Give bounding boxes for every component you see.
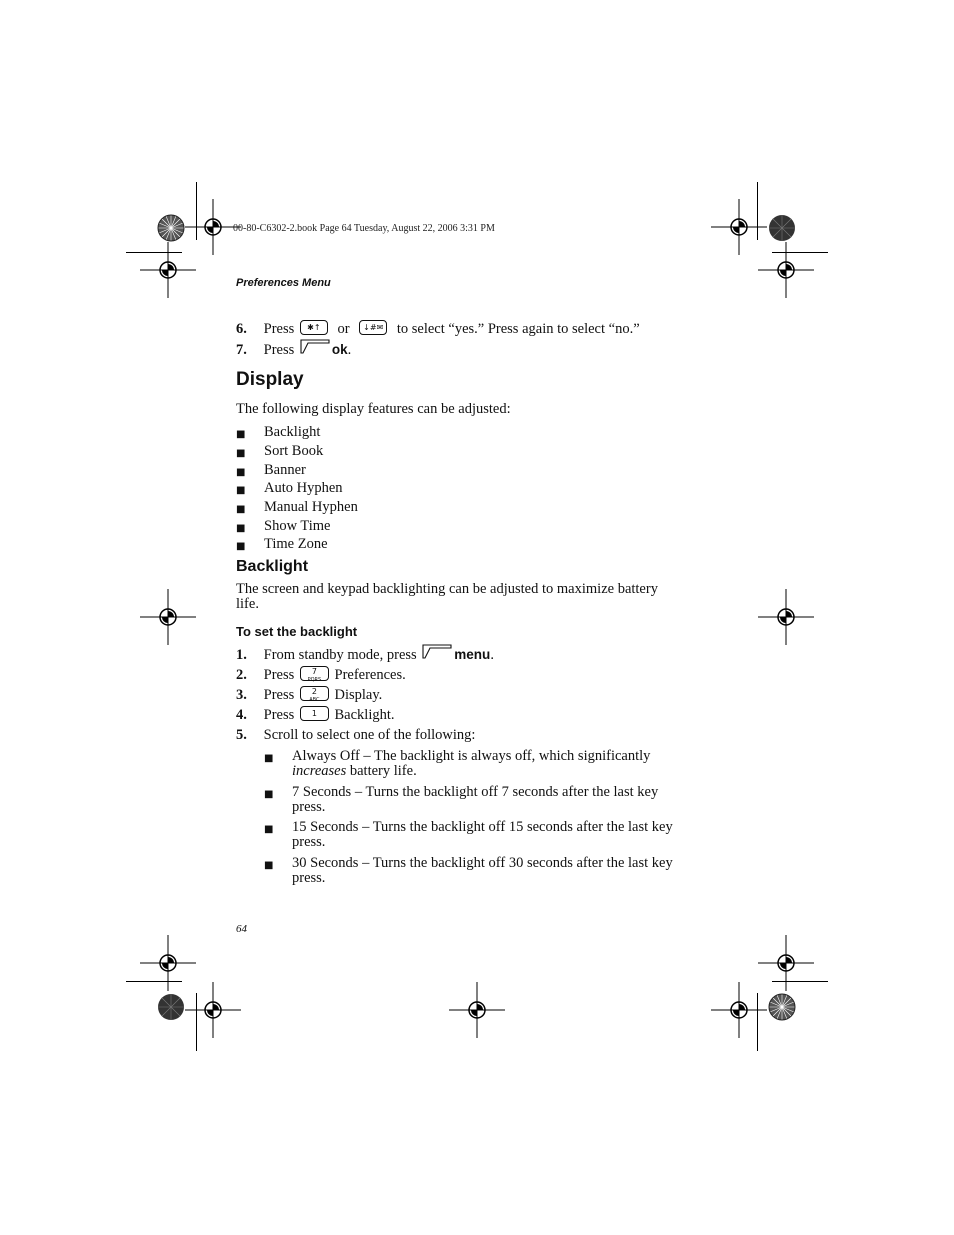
backlight-para-line-2: life.: [236, 596, 259, 612]
step-number: 7.: [236, 341, 247, 358]
square-bullet-icon: ■: [236, 485, 246, 496]
backlight-step-1: [236, 646, 494, 665]
registration-crop-mark-icon: [711, 199, 767, 255]
key-1-icon: 1: [300, 706, 329, 721]
step-text: Backlight.: [334, 707, 395, 723]
square-bullet-icon: ■: [264, 860, 274, 871]
menu-label: menu: [454, 646, 491, 662]
color-registration-target-icon: [769, 215, 795, 241]
list-item-text: Backlight: [264, 424, 321, 440]
step-text: Display.: [334, 687, 383, 703]
registration-crop-mark-icon: [140, 589, 196, 645]
or-text: or: [337, 321, 350, 337]
step-6: [236, 321, 640, 337]
registration-crop-mark-icon: [185, 982, 241, 1038]
color-registration-target-icon: [158, 994, 184, 1020]
backlight-step-2: [236, 667, 406, 683]
list-item-text: Sort Book: [264, 443, 324, 459]
press-text: Press: [263, 321, 295, 337]
backlight-para-line-1: The screen and keypad backlighting can be adjusted to maximize battery: [236, 581, 658, 597]
key-letters: ABC: [309, 697, 320, 704]
step-text: From standby mode, press: [263, 646, 417, 663]
display-intro: The following display features can be adjusted:: [236, 401, 511, 417]
color-registration-target-icon: [769, 994, 795, 1020]
option-line-rest: battery life.: [346, 763, 417, 779]
key-7-icon: [300, 666, 329, 684]
option-line: Always Off – The backlight is always off, which significantly: [292, 748, 651, 764]
step-text: Scroll to select one of the following:: [263, 727, 476, 743]
press-text: Press: [263, 687, 295, 703]
square-bullet-icon: ■: [264, 753, 274, 764]
option-line: [292, 763, 417, 779]
backlight-step-4: [236, 707, 395, 723]
left-softkey-icon: [422, 644, 452, 663]
press-text: Press: [263, 667, 295, 683]
backlight-step-5: [236, 727, 475, 743]
registration-crop-mark-icon: [758, 935, 814, 991]
square-bullet-icon: ■: [236, 541, 246, 552]
option-line: press.: [292, 799, 326, 815]
punctuation: .: [490, 646, 494, 663]
step-number: 5.: [236, 727, 247, 743]
registration-crop-mark-icon: [711, 982, 767, 1038]
list-item-text: Banner: [264, 462, 306, 478]
backlight-step-3: [236, 687, 382, 703]
option-line: press.: [292, 834, 326, 850]
square-bullet-icon: ■: [264, 789, 274, 800]
page-number: 64: [236, 923, 247, 935]
square-bullet-icon: ■: [236, 504, 246, 515]
registration-crop-mark-icon: [449, 982, 505, 1038]
step-text: to select “yes.” Press again to select “no.”: [396, 321, 640, 337]
registration-crop-mark-icon: [140, 242, 196, 298]
left-softkey-icon: [300, 339, 330, 358]
ok-label: ok: [331, 341, 348, 357]
color-registration-target-icon: [158, 215, 184, 241]
registration-crop-mark-icon: [140, 935, 196, 991]
display-heading: Display: [236, 369, 304, 390]
list-item-text: Auto Hyphen: [264, 480, 343, 496]
key-2-icon: [300, 686, 329, 704]
step-number: 3.: [236, 687, 247, 703]
list-item-text: Time Zone: [264, 536, 328, 552]
emphasis: increases: [292, 763, 347, 779]
step-7: [236, 341, 351, 360]
pound-message-key-icon: ↓#✉: [359, 320, 387, 335]
press-text: Press: [263, 707, 295, 723]
step-number: 1.: [236, 646, 247, 663]
punctuation: .: [347, 341, 352, 358]
step-number: 4.: [236, 707, 247, 723]
step-text: Preferences.: [334, 667, 406, 683]
backlight-heading: Backlight: [236, 558, 309, 575]
option-line: 15 Seconds – Turns the backlight off 15 seconds after the last key: [292, 819, 673, 835]
square-bullet-icon: ■: [236, 467, 246, 478]
option-line: 7 Seconds – Turns the backlight off 7 seconds after the last key: [292, 784, 659, 800]
running-head: Preferences Menu: [236, 277, 331, 289]
registration-crop-mark-icon: [758, 242, 814, 298]
square-bullet-icon: ■: [236, 429, 246, 440]
option-line: 30 Seconds – Turns the backlight off 30 seconds after the last key: [292, 855, 673, 871]
registration-crop-mark-icon: [758, 589, 814, 645]
key-digit: 7: [311, 667, 317, 677]
list-item-text: Show Time: [264, 518, 331, 534]
square-bullet-icon: ■: [236, 448, 246, 459]
procedure-heading: To set the backlight: [236, 624, 358, 639]
square-bullet-icon: ■: [236, 523, 246, 534]
press-text: Press: [263, 341, 295, 358]
square-bullet-icon: ■: [264, 824, 274, 835]
print-slug: 00-80-C6302-2.book Page 64 Tuesday, August 22, 2006 3:31 PM: [233, 223, 495, 234]
step-number: 6.: [236, 321, 247, 337]
step-number: 2.: [236, 667, 247, 683]
key-digit: 2: [311, 687, 317, 697]
key-letters: PQRS: [307, 677, 322, 684]
list-item-text: Manual Hyphen: [264, 499, 358, 515]
option-line: press.: [292, 870, 326, 886]
star-shift-key-icon: ✱↑: [300, 320, 328, 335]
